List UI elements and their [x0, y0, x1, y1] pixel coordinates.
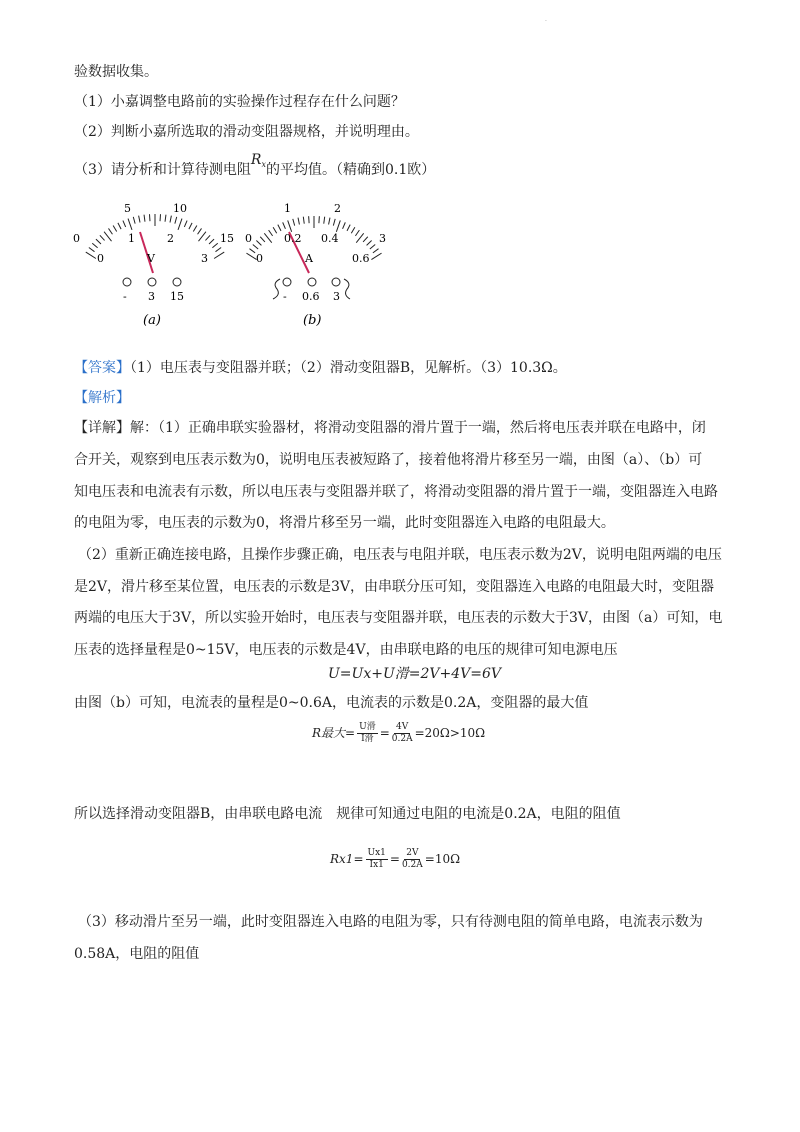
voltmeter-bottom-3: 3 [201, 252, 208, 265]
ammeter-top-0: 0 [245, 232, 252, 245]
ammeter-top-2: 2 [334, 202, 341, 215]
eq3-den: Ix1 [369, 860, 384, 870]
question-2: （2）判断小嘉所选取的滑动变阻器规格，并说明理由。 [74, 124, 419, 140]
ammeter-bottom-0.6: 0.6 [352, 252, 370, 265]
ammeter-top-1: 1 [284, 202, 291, 215]
voltmeter-terminal-3 [148, 278, 156, 286]
detail-line-2: 合开关，观察到电压表示数为0，说明电压表被短路了，接着他将滑片移至另一端，由图（a）、（b）可 [74, 452, 703, 468]
scale-tick [198, 228, 202, 234]
scale-tick [123, 221, 126, 227]
scale-tick [133, 217, 135, 224]
detail-line-10: 所以选择滑动变阻器B，由串联电路电流 规律可知通过电阻的电流是0.2A，电阻的阻值 [74, 806, 621, 822]
scale-tick [175, 217, 177, 224]
voltmeter-top-5: 5 [124, 202, 131, 215]
scale-tick [269, 230, 273, 236]
detail-line-7: 两端的电压大于3V，所以实验开始时，电压表与变阻器并联，电压表的示数大于3V，由图（a）可知，电 [74, 610, 723, 626]
ammeter-figure [244, 196, 404, 336]
voltmeter-terminal-label-3: 3 [148, 290, 155, 303]
scale-tick [283, 222, 286, 228]
scale-tick [303, 217, 304, 224]
voltmeter-top-0: 0 [73, 232, 80, 245]
eq3-frac-2 [402, 848, 423, 871]
scale-tick [273, 227, 277, 233]
question-3-end: 的平均值。（精确到0.1欧） [265, 162, 436, 178]
scale-tick [343, 222, 346, 228]
detail-line-8: 压表的选择量程是0~15V，电压表的示数是4V，由串联电路的电压的规律可知电源电压 [74, 642, 618, 658]
eq3-den2: 0.2A [401, 860, 423, 870]
scale-tick [89, 248, 95, 252]
scale-tick [371, 253, 381, 259]
scale-tick [209, 239, 214, 244]
scale-tick [96, 239, 101, 244]
equation-rmax: R最大= $\frac{\text{U滑}}{\text{I滑}}$ = $\frac{4V}{0.2A}$ =20Ω>10Ω [312, 722, 486, 744]
eq3-num2: 2V [406, 848, 419, 858]
rx-symbol [251, 152, 266, 168]
equation-rx1: Rx1= $\frac{Ux1}{Ix1}$ = $\frac{2V}{0.2A}$ =10Ω [330, 848, 461, 870]
voltmeter-bottom-2: 2 [167, 232, 174, 245]
ammeter-terminal-label-0.6: 0.6 [302, 290, 320, 303]
scale-tick [347, 225, 350, 231]
eq3-lhs: Rx1 [330, 852, 354, 866]
scale-tick [144, 215, 145, 222]
eq2-lhs: R最大 [312, 726, 346, 740]
scale-tick [104, 232, 111, 241]
voltmeter-figure [70, 196, 240, 336]
ammeter-top-3: 3 [379, 232, 386, 245]
scale-tick [355, 230, 359, 236]
ammeter-wire-left [273, 279, 280, 299]
scale-tick [92, 243, 97, 248]
scale-tick [249, 249, 255, 253]
voltmeter-terminal-15 [173, 278, 181, 286]
scale-tick [118, 223, 121, 229]
ammeter-bottom-0.4: 0.4 [321, 232, 339, 245]
scale-tick [324, 217, 325, 224]
scale-tick [336, 220, 340, 231]
scale-tick [373, 249, 379, 253]
scale-tick [253, 244, 258, 249]
eq3-num: Ux1 [367, 848, 386, 858]
question-3-start: （3）请分析和计算待测电阻 [74, 162, 251, 178]
answer-text: （1）电压表与变阻器并联；（2）滑动变阻器B，见解析。（3）10.3Ω。 [130, 360, 567, 376]
scale-tick [356, 233, 363, 242]
scale-tick [139, 216, 140, 223]
ammeter-unit: A [305, 252, 313, 265]
voltmeter-top-15: 15 [220, 232, 234, 245]
ammeter-terminal-0.6 [308, 278, 316, 286]
eq2-frac-1 [357, 722, 378, 745]
eq2-num: U滑 [359, 722, 376, 732]
detail-line-1 [74, 418, 706, 438]
scale-tick [184, 221, 187, 227]
corner-dot: . [545, 16, 547, 23]
detail-line-6: 是2V，滑片移至某位置，电压表的示数是3V，由串联分压可知，变阻器连入电路的电阻最大时，变阻器 [74, 579, 715, 595]
detail-line-3: 知电压表和电流表有示数，所以电压表与变阻器并联了，将滑动变阻器的滑片置于一端，变阻器连入电路 [74, 484, 718, 500]
ammeter-wire-right [344, 279, 350, 299]
scale-tick [100, 235, 105, 240]
answer-line [74, 358, 567, 378]
voltmeter-terminal-neg [123, 278, 131, 286]
scale-tick [264, 233, 271, 242]
voltmeter-terminal-label-neg: - [123, 290, 127, 303]
scale-tick [329, 218, 330, 225]
scale-tick [170, 216, 171, 223]
detail-line-12: 0.58A，电阻的阻值 [74, 946, 200, 962]
rx-r: R [250, 152, 262, 168]
scale-tick [370, 244, 375, 249]
figure-caption-a: (a) [143, 313, 161, 328]
detail-line-4: 的电阻为零，电压表的示数为0，将滑片移至另一端，此时变阻器连入电路的电阻最大。 [74, 515, 615, 531]
voltmeter-bottom-1: 1 [128, 232, 135, 245]
figure-caption-b: (b) [303, 313, 322, 328]
scale-tick [293, 219, 295, 226]
answer-tag: 【答案】 [74, 360, 130, 376]
text-line: 验数据收集。 [74, 64, 158, 80]
question-1: （1）小嘉调整电路前的实验操作过程存在什么问题？ [74, 94, 405, 110]
scale-tick [113, 226, 117, 232]
scale-tick [165, 215, 166, 222]
scale-tick [256, 241, 261, 246]
ammeter-bottom-0.2: 0.2 [284, 232, 302, 245]
eq2-den: I滑 [361, 734, 374, 744]
detail-tag: 【详解】 [74, 420, 130, 436]
scale-tick [178, 219, 182, 230]
eq3-rhs: =10Ω [424, 852, 461, 866]
ammeter-terminal-neg [283, 278, 291, 286]
voltmeter-unit: V [147, 252, 155, 265]
scale-tick [363, 237, 368, 242]
scale-tick [108, 228, 112, 234]
scale-tick [193, 226, 197, 232]
eq3-frac-1 [366, 848, 388, 871]
ammeter-terminal-3 [332, 278, 340, 286]
detail-line-11: （3）移动滑片至另一端，此时变阻器连入电路的电阻为零，只有待测电阻的简单电路，电流表示数为 [78, 914, 703, 930]
eq2-frac-2 [392, 722, 413, 745]
scale-tick [288, 220, 292, 231]
scale-tick [333, 219, 335, 226]
analysis-tag: 【解析】 [74, 390, 130, 406]
scale-tick [86, 252, 96, 258]
question-3 [74, 152, 436, 185]
scale-tick [367, 241, 372, 246]
scale-tick [278, 225, 281, 231]
eq2-rhs: =20Ω>10Ω [414, 726, 486, 740]
rx-sub: x [261, 160, 266, 169]
scale-tick [205, 235, 210, 240]
equation-voltage: U=Ux+U滑=2V+4V=6V [328, 666, 501, 682]
scale-tick [214, 252, 224, 258]
scale-tick [212, 243, 217, 248]
scale-tick [351, 227, 355, 233]
voltmeter-bottom-0: 0 [97, 252, 104, 265]
ammeter-bottom-0: 0 [256, 252, 263, 265]
eq2-num2: 4V [396, 722, 409, 732]
detail-line-5: （2）重新正确连接电路，且操作步骤正确，电压表与电阻并联，电压表示数为2V，说明电阻两端的电压 [78, 547, 722, 563]
ammeter-terminal-label-3: 3 [333, 290, 340, 303]
detail-line-9: 由图（b）可知，电流表的量程是0~0.6A，电流表的示数是0.2A，变阻器的最大值 [74, 695, 589, 711]
scale-tick [260, 237, 265, 242]
scale-tick [189, 223, 192, 229]
voltmeter-top-10: 10 [173, 202, 187, 215]
scale-tick [128, 219, 132, 230]
scale-tick [215, 248, 221, 252]
scale-tick [298, 218, 299, 225]
voltmeter-terminal-label-15: 15 [170, 290, 184, 303]
scale-tick [198, 232, 205, 241]
eq2-den2: 0.2A [391, 734, 413, 744]
detail-text-1: 解：（1）正确串联实验器材，将滑动变阻器的滑片置于一端，然后将电压表并联在电路中，闭 [130, 420, 706, 436]
ammeter-terminal-label-neg: - [283, 290, 287, 303]
